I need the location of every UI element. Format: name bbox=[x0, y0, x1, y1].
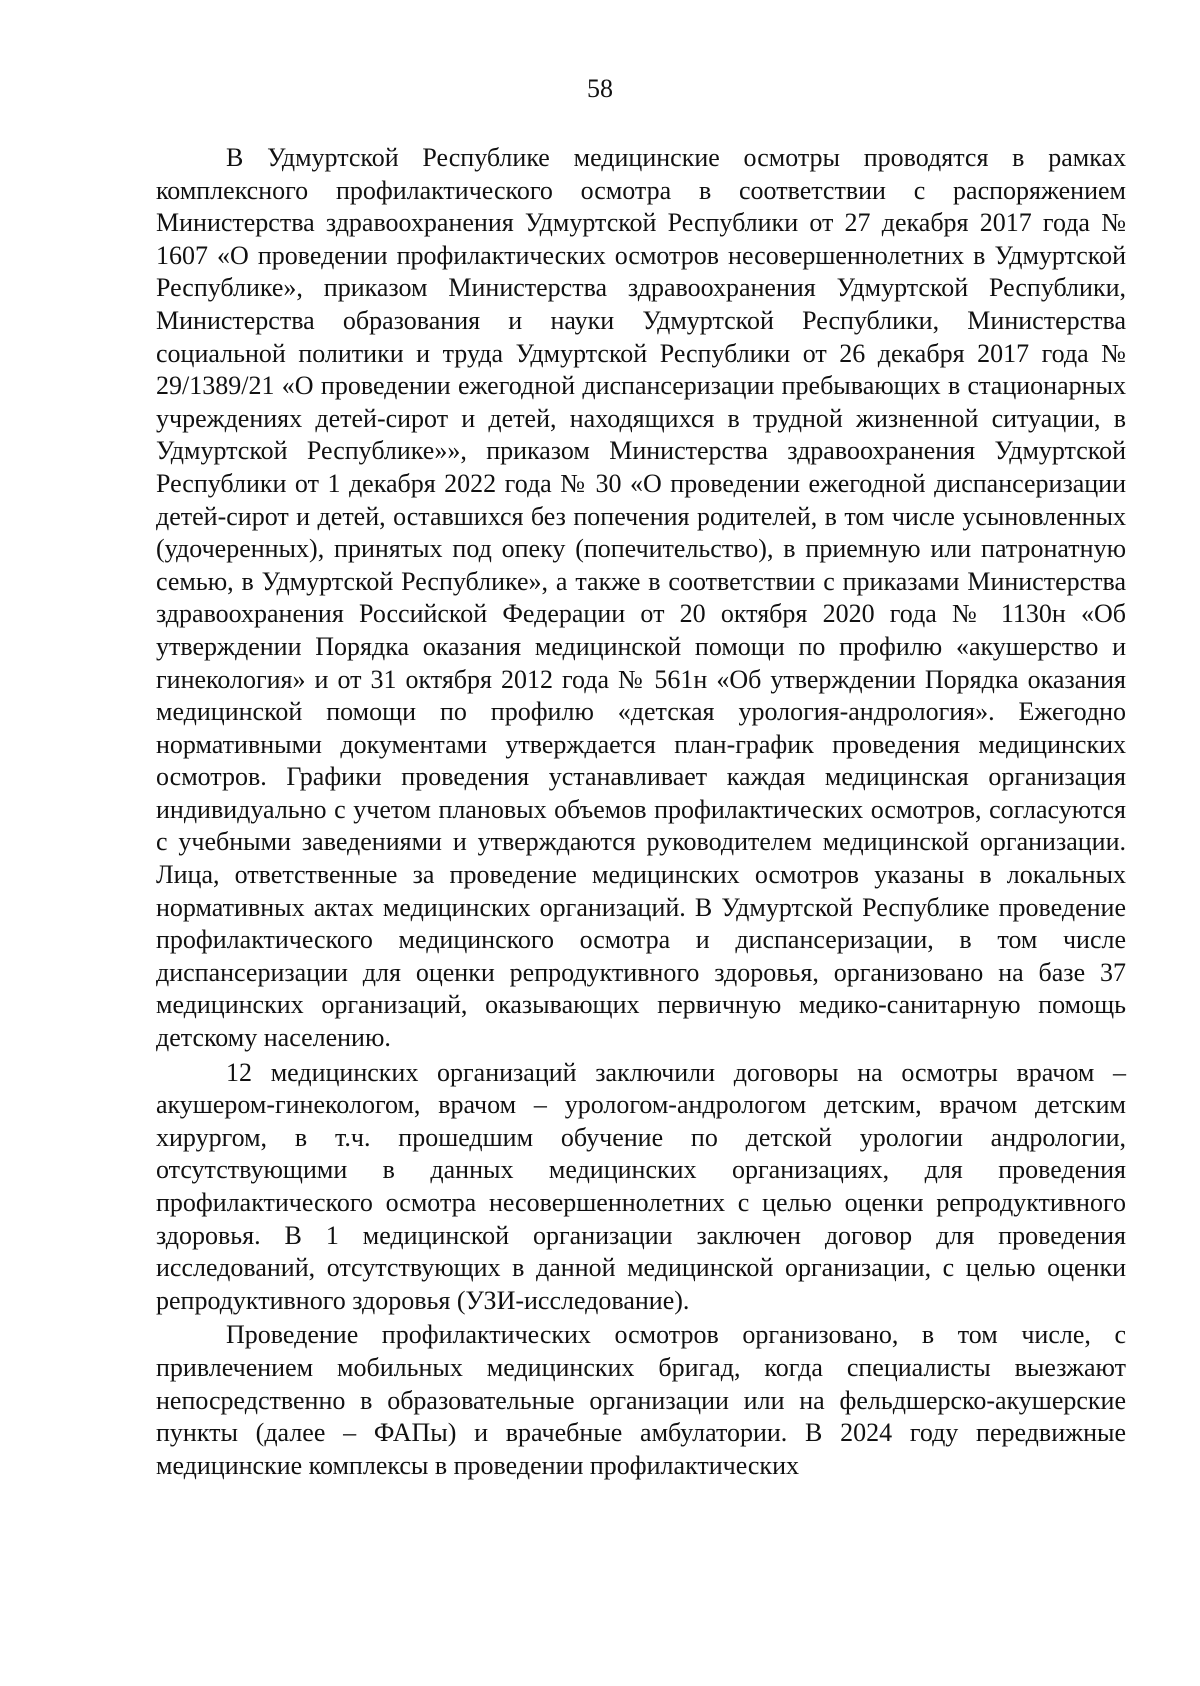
document-body bbox=[156, 142, 1126, 1484]
paragraph-medical-exams-regulation: В Удмуртской Республике медицинские осмотры проводятся в рамках комплексного профилактического осмотра в соответствии с распоряжением Министерства здравоохранения Удмуртской Республики от 27 декабря 2017 года № 1607 «О проведении профилактических осмотров несовершеннолетних в Удмуртской Республике», приказом Министерства здравоохранения Удмуртской Республики, Министерства образования и науки Удмуртской Республики, Министерства социальной политики и труда Удмуртской Республики от 26 декабря 2017 года № 29/1389/21 «О проведении ежегодной диспансеризации пребывающих в стационарных учреждениях детей-сирот и детей, находящихся в трудной жизненной ситуации, в Удмуртской Республике»», приказом Министерства здравоохранения Удмуртской Республики от 1 декабря 2022 года № 30 «О проведении ежегодной диспансеризации детей-сирот и детей, оставшихся без попечения родителей, в том числе усыновленных (удочеренных), принятых под опеку (попечительство), в приемную или патронатную семью, в Удмуртской Республике», а также в соответствии с приказами Министерства здравоохранения Российской Федерации от 20 октября 2020 года № 1130н «Об утверждении Порядка оказания медицинской помощи по профилю «акушерство и гинекология» и от 31 октября 2012 года № 561н «Об утверждении Порядка оказания медицинской помощи по профилю «детская урология-андрология». Ежегодно нормативными документами утверждается план-график проведения медицинских осмотров. Графики проведения устанавливает каждая медицинская организация индивидуально с учетом плановых объемов профилактических осмотров, согласуются с учебными заведениями и утверждаются руководителем медицинской организации. Лица, ответственные за проведение медицинских осмотров указаны в локальных нормативных актах медицинских организаций. В Удмуртской Республике проведение профилактического медицинского осмотра и диспансеризации, в том числе диспансеризации для оценки репродуктивного здоровья, организовано на базе 37 медицинских организаций, оказывающих первичную медико-санитарную помощь детскому населению. bbox=[156, 143, 1126, 1053]
paragraph-mobile-brigades: Проведение профилактических осмотров организовано, в том числе, с привлечением мобильных медицинских бригад, когда специалисты выезжают непосредственно в образовательные организации или на фельдшерско-акушерские пункты (далее – ФАПы) и врачебные амбулатории. В 2024 году передвижные медицинские комплексы в проведении профилактических bbox=[156, 1320, 1126, 1480]
paragraph-contracts: 12 медицинских организаций заключили договоры на осмотры врачом – акушером-гинекологом, врачом – урологом-андрологом детским, врачом детским хирургом, в т.ч. прошедшим обучение по детской урологии андрологии, отсутствующими в данных медицинских организациях, для проведения профилактического осмотра несовершеннолетних с целью оценки репродуктивного здоровья. В 1 медицинской организации заключен договор для проведения исследований, отсутствующих в данной медицинской организации, с целью оценки репродуктивного здоровья (УЗИ-исследование). bbox=[156, 1057, 1126, 1315]
page-number: 58 bbox=[587, 74, 613, 103]
